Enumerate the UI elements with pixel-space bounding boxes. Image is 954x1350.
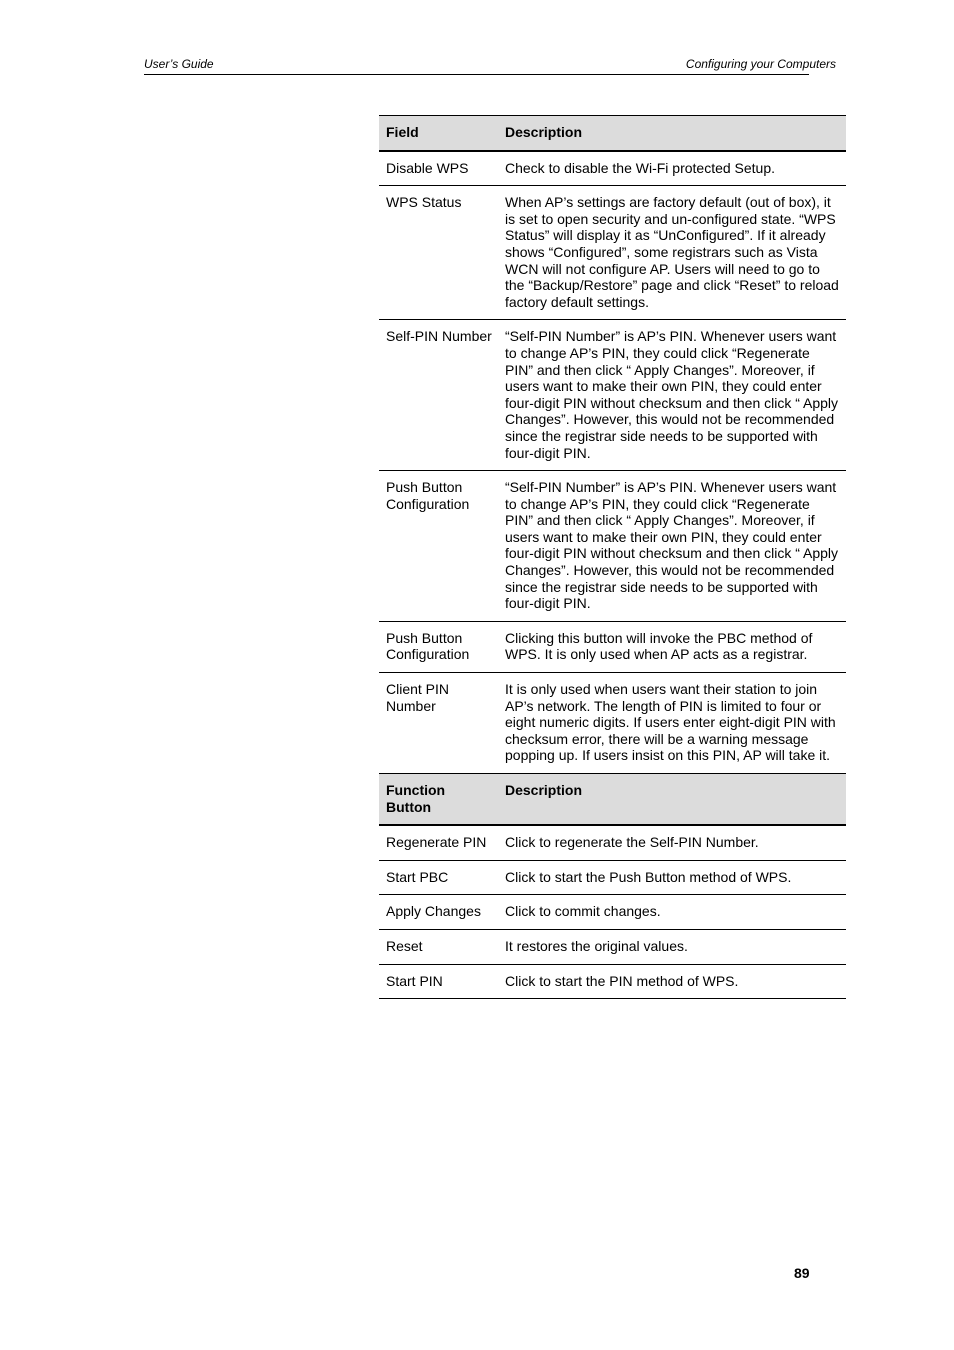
table-row: [379, 151, 846, 186]
table-row: [379, 825, 846, 860]
field-name-cell: Client PIN Number: [379, 673, 498, 774]
function-button-name-cell: Reset: [379, 929, 498, 964]
table-row: [379, 964, 846, 999]
column-header-function-button: Function Button: [379, 774, 498, 826]
table-row: [379, 320, 846, 471]
field-name-cell: Push Button Configuration: [379, 621, 498, 672]
table-row: [379, 929, 846, 964]
header-divider: [144, 74, 809, 75]
function-button-description-cell: Click to regenerate the Self-PIN Number.: [498, 825, 846, 860]
function-button-name-cell: Start PIN: [379, 964, 498, 999]
field-name-cell: Disable WPS: [379, 151, 498, 186]
table-row: [379, 621, 846, 672]
table-row: [379, 673, 846, 774]
column-header-description: Description: [498, 774, 846, 826]
function-button-header-row: [379, 774, 846, 826]
field-description-cell: Clicking this button will invoke the PBC method of WPS. It is only used when AP acts as a registrar.: [498, 621, 846, 672]
table-row: [379, 895, 846, 930]
wps-settings-table: [379, 115, 846, 999]
column-header-field: Field: [379, 116, 498, 151]
column-header-description: Description: [498, 116, 846, 151]
field-description-cell: “Self-PIN Number” is AP’s PIN. Whenever users want to change AP’s PIN, they could click “Regenerate PIN” and then click “ Apply Changes”. Moreover, if users want to make their own PIN, they could enter four-digit PIN without checksum and then click “ Apply Changes”. However, this would not be recommended since the registrar side needs to be supported with four-digit PIN.: [498, 471, 846, 622]
wps-settings-table-container: [379, 115, 846, 999]
table-row: [379, 471, 846, 622]
field-description-cell: “Self-PIN Number” is AP’s PIN. Whenever users want to change AP’s PIN, they could click “Regenerate PIN” and then click “ Apply Changes”. Moreover, if users want to make their own PIN, they could enter four-digit PIN without checksum and then click “ Apply Changes”. However, this would not be recommended since the registrar side needs to be supported with four-digit PIN.: [498, 320, 846, 471]
field-name-cell: WPS Status: [379, 186, 498, 320]
table-row: [379, 186, 846, 320]
function-button-description-cell: It restores the original values.: [498, 929, 846, 964]
function-button-name-cell: Regenerate PIN: [379, 825, 498, 860]
field-name-cell: Push Button Configuration: [379, 471, 498, 622]
running-header-right: Configuring your Computers: [685, 57, 836, 71]
page-number: 89: [794, 1265, 810, 1281]
field-description-cell: Check to disable the Wi-Fi protected Setup.: [498, 151, 846, 186]
running-header-left: User’s Guide: [144, 57, 214, 71]
field-description-cell: It is only used when users want their station to join AP’s network. The length of PIN is limited to four or eight numeric digits. If users enter eight-digit PIN with checksum error, there will be a warning message popping up. If users insist on this PIN, AP will take it.: [498, 673, 846, 774]
function-button-description-cell: Click to start the PIN method of WPS.: [498, 964, 846, 999]
function-button-name-cell: Start PBC: [379, 860, 498, 895]
function-button-name-cell: Apply Changes: [379, 895, 498, 930]
table-row: [379, 860, 846, 895]
function-button-description-cell: Click to start the Push Button method of WPS.: [498, 860, 846, 895]
function-button-description-cell: Click to commit changes.: [498, 895, 846, 930]
field-description-cell: When AP’s settings are factory default (out of box), it is set to open security and un-configured state. “WPS Status” will display it as “UnConfigured”. If it already shows “Configured”, some registrars such as Vista WCN will not configure AP. Users will need to go to the “Backup/Restore” page and click “Reset” to reload factory default settings.: [498, 186, 846, 320]
field-name-cell: Self-PIN Number: [379, 320, 498, 471]
table-header-row: [379, 116, 846, 151]
